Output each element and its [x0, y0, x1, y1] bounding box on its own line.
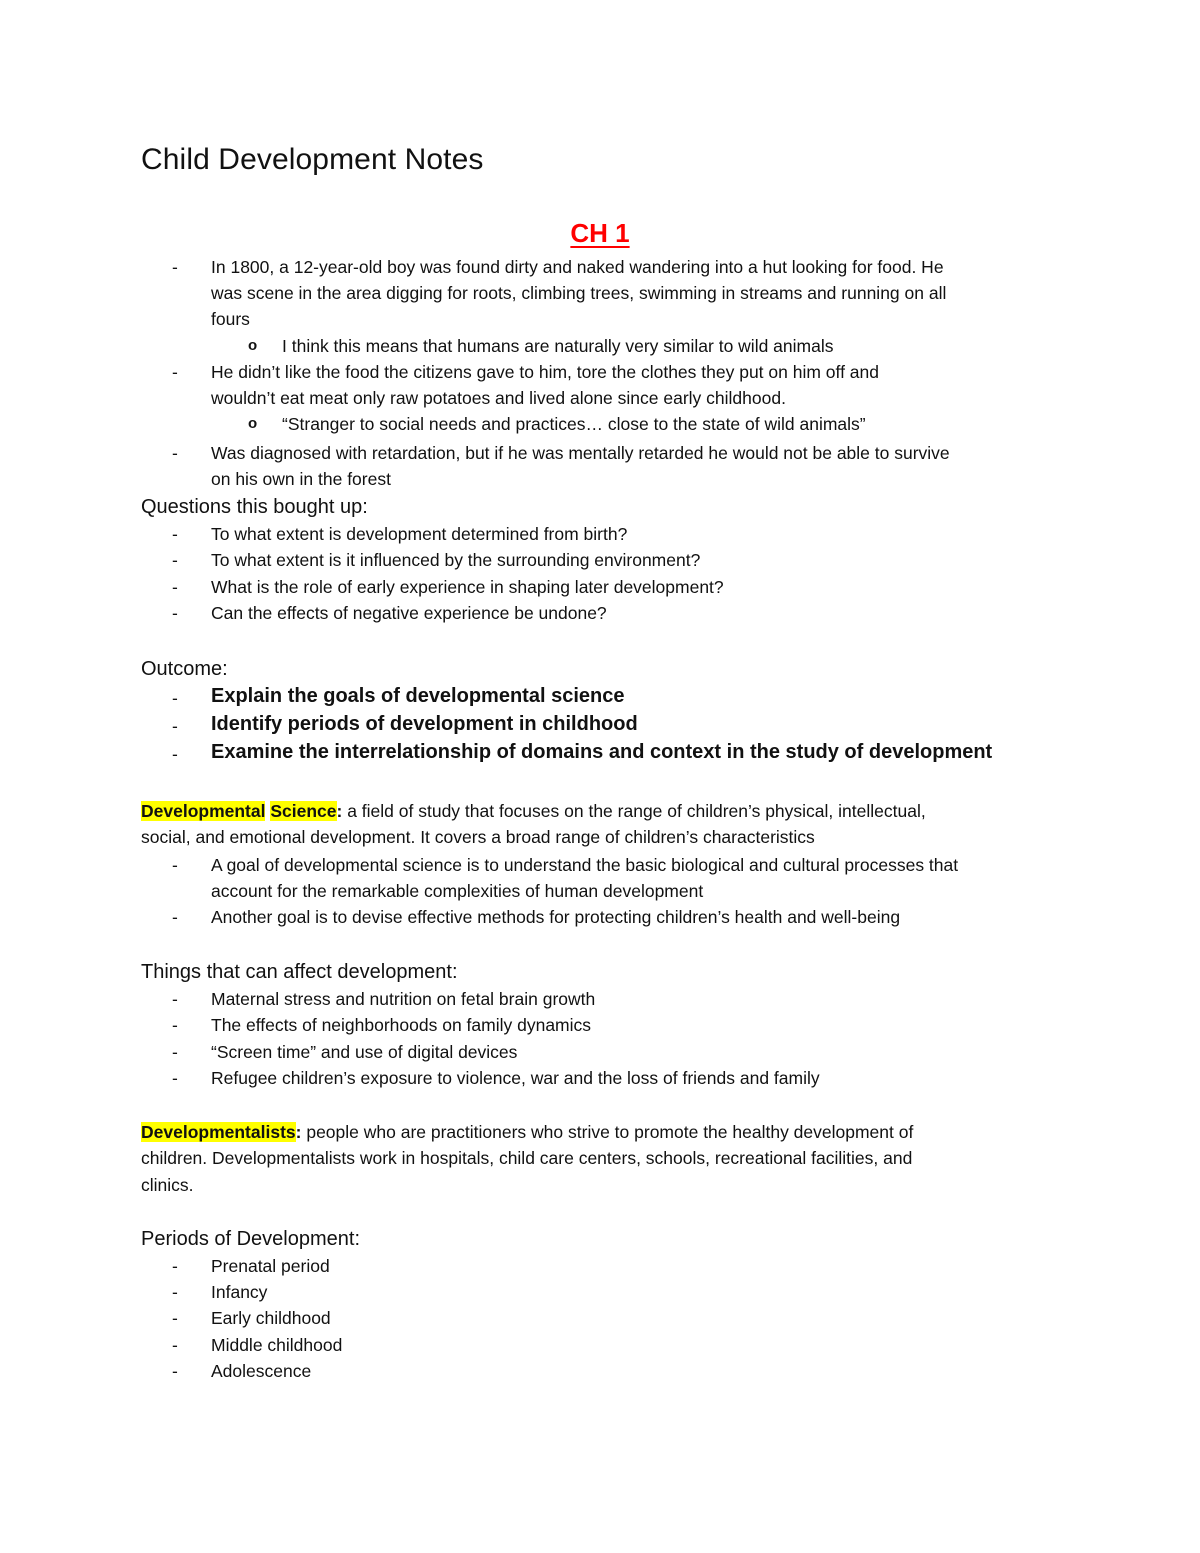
dev-science-bullet-1-line-1: A goal of developmental science is to understand the basic biological and cultural processes that — [211, 855, 959, 875]
intro-bullet-1-line-3: fours — [211, 309, 250, 329]
intro-bullet-1-line-1: In 1800, a 12-year-old boy was found dirty and naked wandering into a hut looking for food. He — [211, 257, 944, 277]
bullet-dash: - — [172, 1068, 178, 1088]
bullet-dash: - — [172, 550, 178, 570]
intro-bullet-2-line-1: He didn’t like the food the citizens gave to him, tore the clothes they put on him off and — [211, 362, 879, 382]
bullet-dash: - — [172, 855, 178, 875]
question-item: To what extent is it influenced by the surrounding environment? — [211, 550, 701, 570]
affect-item: The effects of neighborhoods on family dynamics — [211, 1015, 592, 1035]
term-colon: : — [295, 1122, 302, 1142]
outcome-item: Explain the goals of developmental science — [211, 685, 625, 707]
term-colon: : — [336, 801, 343, 821]
dev-science-bullet-2: Another goal is to devise effective methods for protecting children’s health and well-being — [211, 907, 901, 927]
chapter-heading: CH 1 — [570, 218, 630, 248]
outcome-heading: Outcome: — [141, 658, 228, 680]
affect-item: “Screen time” and use of digital devices — [211, 1042, 518, 1062]
bullet-dash: - — [172, 1256, 178, 1276]
bullet-dash: - — [172, 1282, 178, 1302]
dev-science-definition-line-1 — [141, 799, 926, 823]
questions-heading: Questions this bought up: — [141, 496, 368, 518]
periods-heading: Periods of Development: — [141, 1228, 361, 1250]
sub-bullet-marker: o — [248, 337, 258, 354]
period-item: Middle childhood — [211, 1335, 343, 1355]
intro-bullet-2-line-2: wouldn’t eat meat only raw potatoes and lived alone since early childhood. — [211, 388, 786, 408]
dev-science-definition-line-2: social, and emotional development. It covers a broad range of children’s characteristics — [141, 827, 815, 847]
definition-text: people who are practitioners who strive to promote the healthy development of — [301, 1122, 914, 1142]
affect-heading: Things that can affect development: — [141, 961, 458, 983]
intro-bullet-3-line-2: on his own in the forest — [211, 469, 391, 489]
question-item: Can the effects of negative experience be undone? — [211, 603, 607, 623]
developmentalists-definition-line-2: children. Developmentalists work in hospitals, child care centers, schools, recreational facilities, and — [141, 1148, 913, 1168]
question-item: What is the role of early experience in shaping later development? — [211, 577, 724, 597]
bullet-dash: - — [172, 603, 178, 623]
bullet-dash: - — [172, 989, 178, 1009]
outcome-item: Examine the interrelationship of domains and context in the study of development — [211, 741, 993, 763]
highlighted-term: Developmental — [141, 801, 266, 821]
bullet-dash: - — [172, 907, 178, 927]
period-item: Adolescence — [211, 1361, 312, 1381]
bullet-dash: - — [172, 688, 178, 708]
period-item: Prenatal period — [211, 1256, 330, 1276]
affect-item: Refugee children’s exposure to violence, war and the loss of friends and family — [211, 1068, 820, 1088]
bullet-dash: - — [172, 1042, 178, 1062]
bullet-dash: - — [172, 1335, 178, 1355]
bullet-dash: - — [172, 577, 178, 597]
period-item: Early childhood — [211, 1308, 331, 1328]
developmentalists-definition-line-3: clinics. — [141, 1175, 194, 1195]
outcome-item: Identify periods of development in childhood — [211, 713, 638, 735]
bullet-dash: - — [172, 744, 178, 764]
period-item: Infancy — [211, 1282, 268, 1302]
definition-text: a field of study that focuses on the range of children’s physical, intellectual, — [342, 801, 926, 821]
question-item: To what extent is development determined from birth? — [211, 524, 628, 544]
intro-sub-bullet-1: I think this means that humans are naturally very similar to wild animals — [282, 336, 834, 356]
bullet-dash: - — [172, 524, 178, 544]
intro-bullet-1-line-2: was scene in the area digging for roots, climbing trees, swimming in streams and running on all — [211, 283, 947, 303]
sub-bullet-marker: o — [248, 415, 258, 432]
bullet-dash: - — [172, 257, 178, 277]
bullet-dash: - — [172, 362, 178, 382]
document-title: Child Development Notes — [141, 143, 484, 176]
intro-bullet-3-line-1: Was diagnosed with retardation, but if he was mentally retarded he would not be able to survive — [211, 443, 950, 463]
bullet-dash: - — [172, 443, 178, 463]
bullet-dash: - — [172, 1308, 178, 1328]
highlighted-term: Science — [270, 801, 337, 821]
highlighted-term: Developmentalists — [141, 1122, 296, 1142]
intro-sub-bullet-2: “Stranger to social needs and practices… close to the state of wild animals” — [282, 414, 866, 434]
bullet-dash: - — [172, 716, 178, 736]
bullet-dash: - — [172, 1361, 178, 1381]
dev-science-bullet-1-line-2: account for the remarkable complexities of human development — [211, 881, 704, 901]
bullet-dash: - — [172, 1015, 178, 1035]
developmentalists-definition-line-1 — [141, 1120, 913, 1144]
affect-item: Maternal stress and nutrition on fetal brain growth — [211, 989, 596, 1009]
